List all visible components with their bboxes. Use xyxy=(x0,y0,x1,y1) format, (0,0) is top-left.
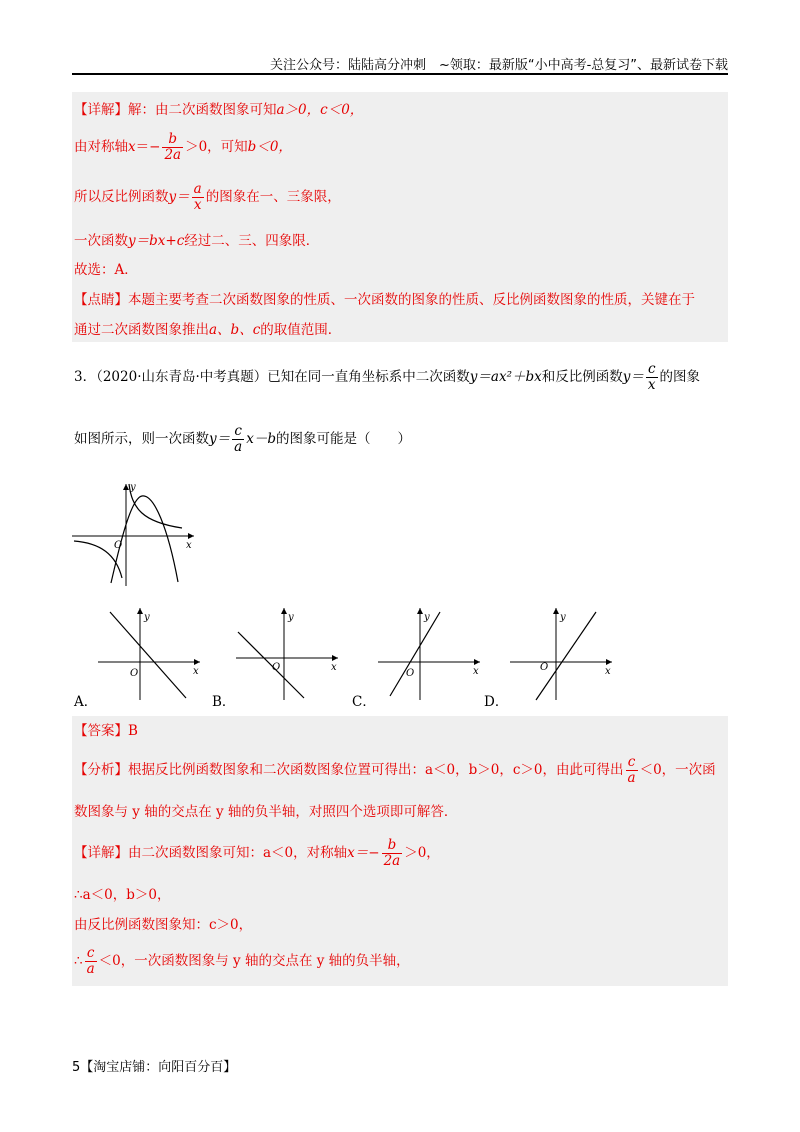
option-d-line xyxy=(536,612,596,700)
analysis-line-1: 【分析】根据反比例函数图象和二次函数图象位置可得出：a＜0，b＞0，c＞0，由此可得出 $\frac{c}{a}$ ＜0，一次函 xyxy=(74,754,716,786)
option-b-y-label: y xyxy=(288,612,294,623)
detail-label: 【详解】 xyxy=(74,102,128,118)
fraction-c-over-x: $\frac{c}{x}$ xyxy=(647,361,656,393)
option-c-origin: O xyxy=(406,668,415,679)
detail2-line-2: ∴a＜0，b＞0， xyxy=(74,887,171,903)
option-b-graph[interactable] xyxy=(234,604,344,702)
point-line-2: 通过二次函数图象推出a、b、c的取值范围． xyxy=(74,322,342,338)
point-label: 【点睛】 xyxy=(74,292,128,308)
detail-line-3: 所以反比例函数y＝ $\frac{a}{x}$ 的图象在一、三象限， xyxy=(74,181,341,213)
option-d-x-label: x xyxy=(605,666,611,677)
detail2-label: 【详解】 xyxy=(74,845,128,861)
option-d-y-label: y xyxy=(560,612,566,623)
option-c-label[interactable]: C． xyxy=(352,694,376,710)
option-c-x-label: x xyxy=(473,666,479,677)
fraction-c-over-a-analysis: $\frac{c}{a}$ xyxy=(627,754,636,786)
detail2-line-4: ∴ $\frac{c}{a}$ ＜0，一次函数图象与 y 轴的交点在 y 轴的负半轴， xyxy=(74,945,410,977)
option-a-y-label: y xyxy=(144,612,150,623)
analysis-line-2: 数图象与 y 轴的交点在 y 轴的负半轴，对照四个选项即可解答． xyxy=(74,804,458,820)
page-header: 关注公众号：陆陆高分冲刺 ~领取：最新版“小中高考-总复习”、最新试卷下载 xyxy=(269,58,728,73)
option-a-line xyxy=(110,612,186,698)
option-b-label[interactable]: B． xyxy=(212,694,236,710)
option-c-graph[interactable] xyxy=(376,604,486,702)
option-a-origin: O xyxy=(130,668,139,679)
page-footer: 5【淘宝店铺：向阳百分百】 xyxy=(72,1060,237,1075)
question-line-1: 3．（2020·山东青岛·中考真题）已知在同一直角坐标系中二次函数y＝ax²＋bx和反比例函数y＝ $\frac{c}{x}$ 的图象 xyxy=(74,361,701,393)
option-c-line xyxy=(390,612,440,696)
question-figure xyxy=(70,478,200,588)
analysis-label: 【分析】 xyxy=(74,762,128,778)
fraction-c-over-a-detail: $\frac{c}{a}$ xyxy=(86,945,95,977)
option-a-label[interactable]: A． xyxy=(74,694,98,710)
detail-line-1: 【详解】解：由二次函数图象可知a＞0，c＜0， xyxy=(74,102,364,118)
header-rule xyxy=(72,73,728,75)
option-a-graph[interactable] xyxy=(96,604,206,702)
option-b-x-label: x xyxy=(331,662,337,673)
question-line-2: 如图所示，则一次函数y＝ $\frac{c}{a}$ x－b的图象可能是（ ） xyxy=(74,423,411,455)
question-number: 3． xyxy=(74,369,97,385)
detail2-line-3: 由反比例函数图象知：c＞0， xyxy=(74,917,253,933)
option-b-line xyxy=(238,632,304,698)
answer-label: 【答案】 xyxy=(74,723,128,739)
fraction-b-over-2a: $\frac{b}{2a}$ xyxy=(164,131,182,163)
point-line-1: 【点睛】本题主要考查二次函数图象的性质、一次函数的图象的性质、反比例函数图象的性质，关键在于 xyxy=(74,292,695,308)
fraction-c-over-a: $\frac{c}{a}$ xyxy=(234,423,243,455)
option-a-x-label: x xyxy=(193,666,199,677)
origin-label: O xyxy=(114,540,123,551)
fraction-a-over-x: $\frac{a}{x}$ xyxy=(193,181,202,213)
axis-y-label: y xyxy=(130,482,136,493)
detail-line-4: 一次函数y＝bx+c经过二、三、四象限． xyxy=(74,233,320,249)
option-b-origin: O xyxy=(272,662,281,673)
fraction-b-over-2a-detail: $\frac{b}{2a}$ xyxy=(383,837,401,869)
detail2-line-1: 【详解】由二次函数图象可知：a＜0，对称轴x＝− $\frac{b}{2a}$ ＞0， xyxy=(74,837,440,869)
axis-x-label: x xyxy=(186,540,192,551)
option-c-y-label: y xyxy=(424,612,430,623)
detail-line-2: 由对称轴x＝− $\frac{b}{2a}$ ＞0，可知b＜0， xyxy=(74,131,292,163)
answer-line xyxy=(74,722,138,740)
option-d-label[interactable]: D． xyxy=(484,694,509,710)
detail-line-5: 故选：A． xyxy=(74,262,138,278)
answer-value: B xyxy=(128,723,138,739)
option-d-graph[interactable] xyxy=(508,604,618,702)
option-d-origin: O xyxy=(540,662,549,673)
